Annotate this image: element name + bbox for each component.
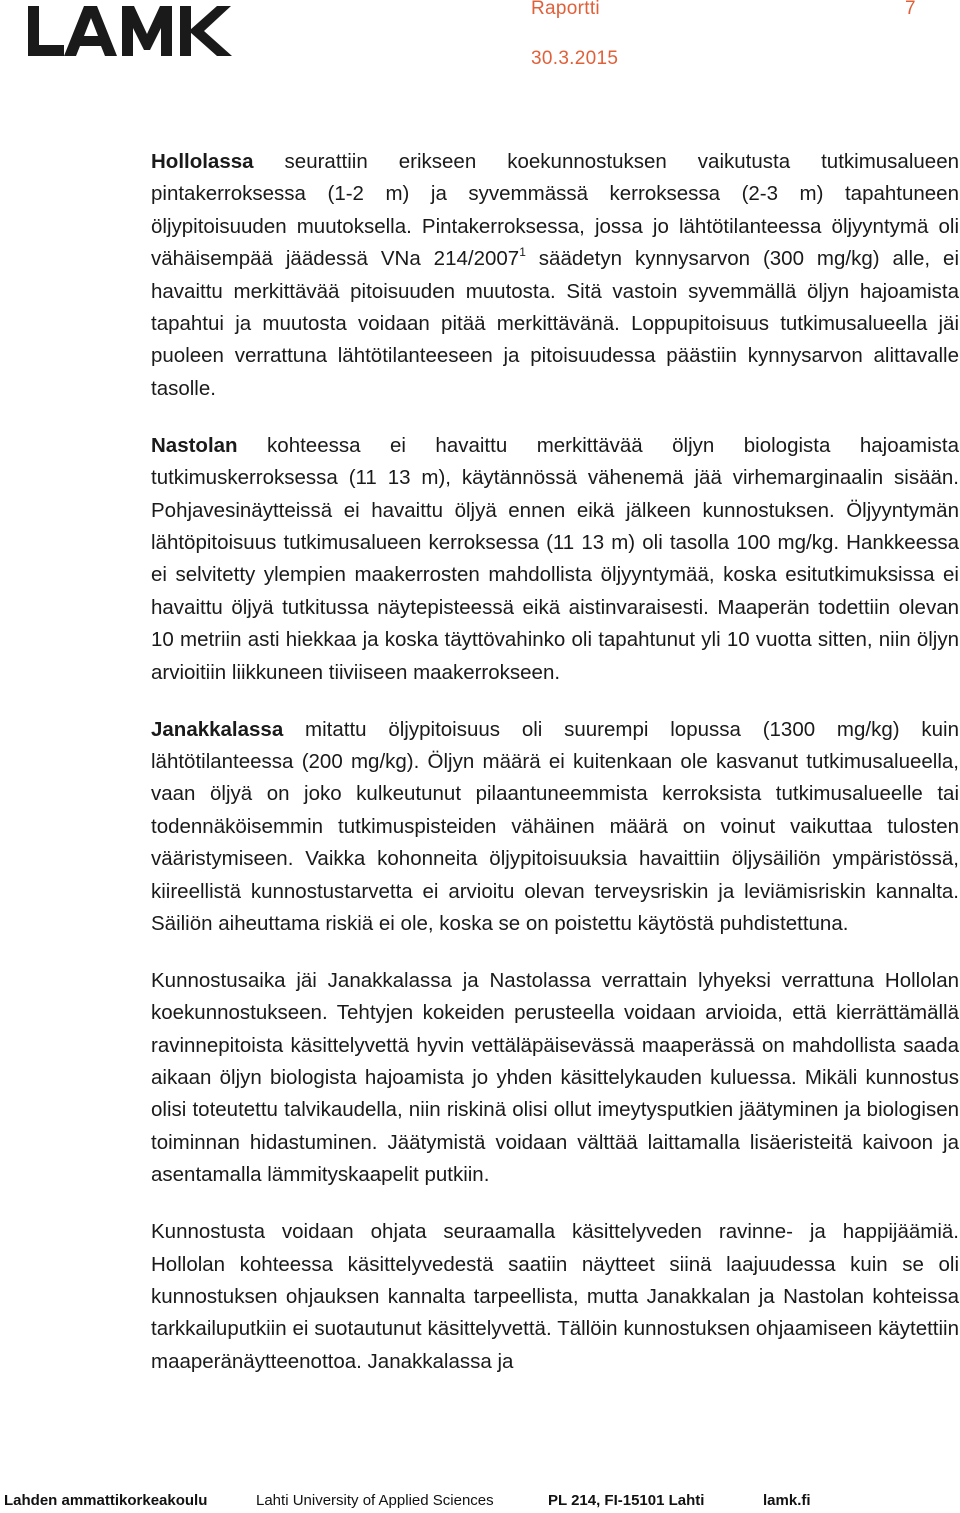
paragraph-kunnostusaika [151, 965, 959, 1192]
lamk-wordmark-icon [28, 4, 232, 60]
paragraph-ohjaus [151, 1216, 959, 1378]
lamk-logo [28, 4, 232, 60]
paragraph-lead: Hollolassa [151, 150, 254, 173]
paragraph-text: Kunnostusta voidaan ohjata seuraamalla käsittelyveden ravinne- ja happijäämiä. Hollolan kohteessa käsittelyvedestä saatiin näytteet siinä laajuudessa kuin se oli kunnostuksen ohjauksen kannalta tarpeellista, mutta Janakkalan ja Nastolan kohteissa tarkkailuputkiin ei suotautunut käsittelyvettä. Tällöin kunnostuksen ohjaamiseen käytettiin maaperänäytteenottoa. Janakkalassa ja [151, 1220, 959, 1373]
page-footer [0, 1489, 960, 1513]
footer-org-fi: Lahden ammattikorkeakoulu [4, 1492, 208, 1509]
page-number: 7 [905, 0, 916, 19]
document-date: 30.3.2015 [531, 48, 619, 69]
paragraph-hollola [151, 146, 959, 405]
paragraph-text: kohteessa ei havaittu merkittävää öljyn biologista hajoamista tutkimuskerroksessa (11 13 m), käytännössä vähenemä jää virhemarginaalin sisään. Pohjavesinäytteissä ei havaittu öljyä ennen eikä jälkeen kunnostuksen. Öljyyntymän lähtöpitoisuus tutkimusalueen kerroksessa (11 13 m) oli tasolla 100 mg/kg. Hankkeessa ei selvitetty ylempien maakerrosten mahdollista öljyyntymää, koska esitutkimuksissa ei havaittu öljyä tutkitussa näytepisteessä eikä aistinvaraisesti. Maaperän todettiin olevan 10 metriin asti hiekkaa ja koska täyttövahinko oli tapahtunut yli 10 vuotta sitten, niin öljyn arvioitiin liikkuneen tiiviiseen maakerrokseen. [151, 433, 959, 684]
footnote-marker: 1 [519, 245, 526, 260]
paragraph-lead: Nastolan [151, 433, 238, 457]
paragraph-lead: Janakkalassa [151, 717, 284, 741]
paragraph-text: säädetyn kynnysarvon (300 mg/kg) alle, ei havaittu merkittävää pitoisuuden muutosta. Sitä vastoin syvemmällä öljyn hajoamista tapahtui ja muutosta voidaan pitää merkittävänä. Loppupitoisuus tutkimusalueella jäi puoleen verrattuna lähtötilanteeseen ja pitoisuudessa päästiin kynnysarvon alittavalle tasolle. [151, 247, 960, 400]
paragraph-text: seurattiin erikseen koekunnostuksen vaikutusta tutkimusalueen pintakerroksessa (1-2 m) ja syvemmässä kerroksessa (2-3 m) tapahtuneen öljypitoisuuden muutoksella. Pintakerroksessa, jossa jo lähtötilanteessa öljyyntymä oli vähäisempää jäädessä VNa 214/2007 [151, 150, 959, 271]
paragraph-text: Kunnostusaika jäi Janakkalassa ja Nastolassa verrattain lyhyeksi verrattuna Hollolan koekunnostukseen. Tehtyjen kokeiden perusteella voidaan arvioida, että kierrättämällä ravinnepitoista käsittelyvettä hyvin vettäläpäisevässä maaperässä on mahdollista saada aikaan öljyn biologista hajoamista jo yhden käsittelykauden kuluessa. Mikäli kunnostus olisi toteutettu talvikaudella, niin riskinä olisi ollut imeytysputkien jäätyminen ja biologisen toiminnan hidastuminen. Jäätymistä voidaan välttää laittamalla lisäeristeitä kaivoon ja asentamalla lämmityskaapelit putkiin. [151, 968, 959, 1187]
report-body [151, 146, 959, 1378]
paragraph-nastola [151, 430, 959, 689]
document-type: Raportti [531, 0, 600, 19]
paragraph-text: mitattu öljypitoisuus oli suurempi lopussa (1300 mg/kg) kuin lähtötilanteessa (200 mg/kg). Öljyn määrä ei kuitenkaan ole kasvanut tutkimusalueella, vaan öljyä on joko kulkeutunut pilaantuneemmista kerroksista tutkimusalueelle tai todennäköisemmin tutkimuspisteiden vähäinen määrä on voinut vaikuttaa tulosten vääristymiseen. Vaikka kohonneita öljypitoisuuksia havaittiin öljysäiliön ympäristössä, kiireellistä kunnostustarvetta ei arvioitu olevan terveysriskin ja leviämisriskin kannalta. Säiliön aiheuttama riskiä ei ole, koska se on poistettu käytöstä puhdistettuna. [151, 717, 959, 935]
paragraph-janakkala [151, 714, 959, 941]
footer-web-link[interactable]: lamk.fi [763, 1492, 811, 1509]
footer-org-en: Lahti University of Applied Sciences [256, 1492, 494, 1509]
footer-address: PL 214, FI-15101 Lahti [548, 1492, 705, 1509]
